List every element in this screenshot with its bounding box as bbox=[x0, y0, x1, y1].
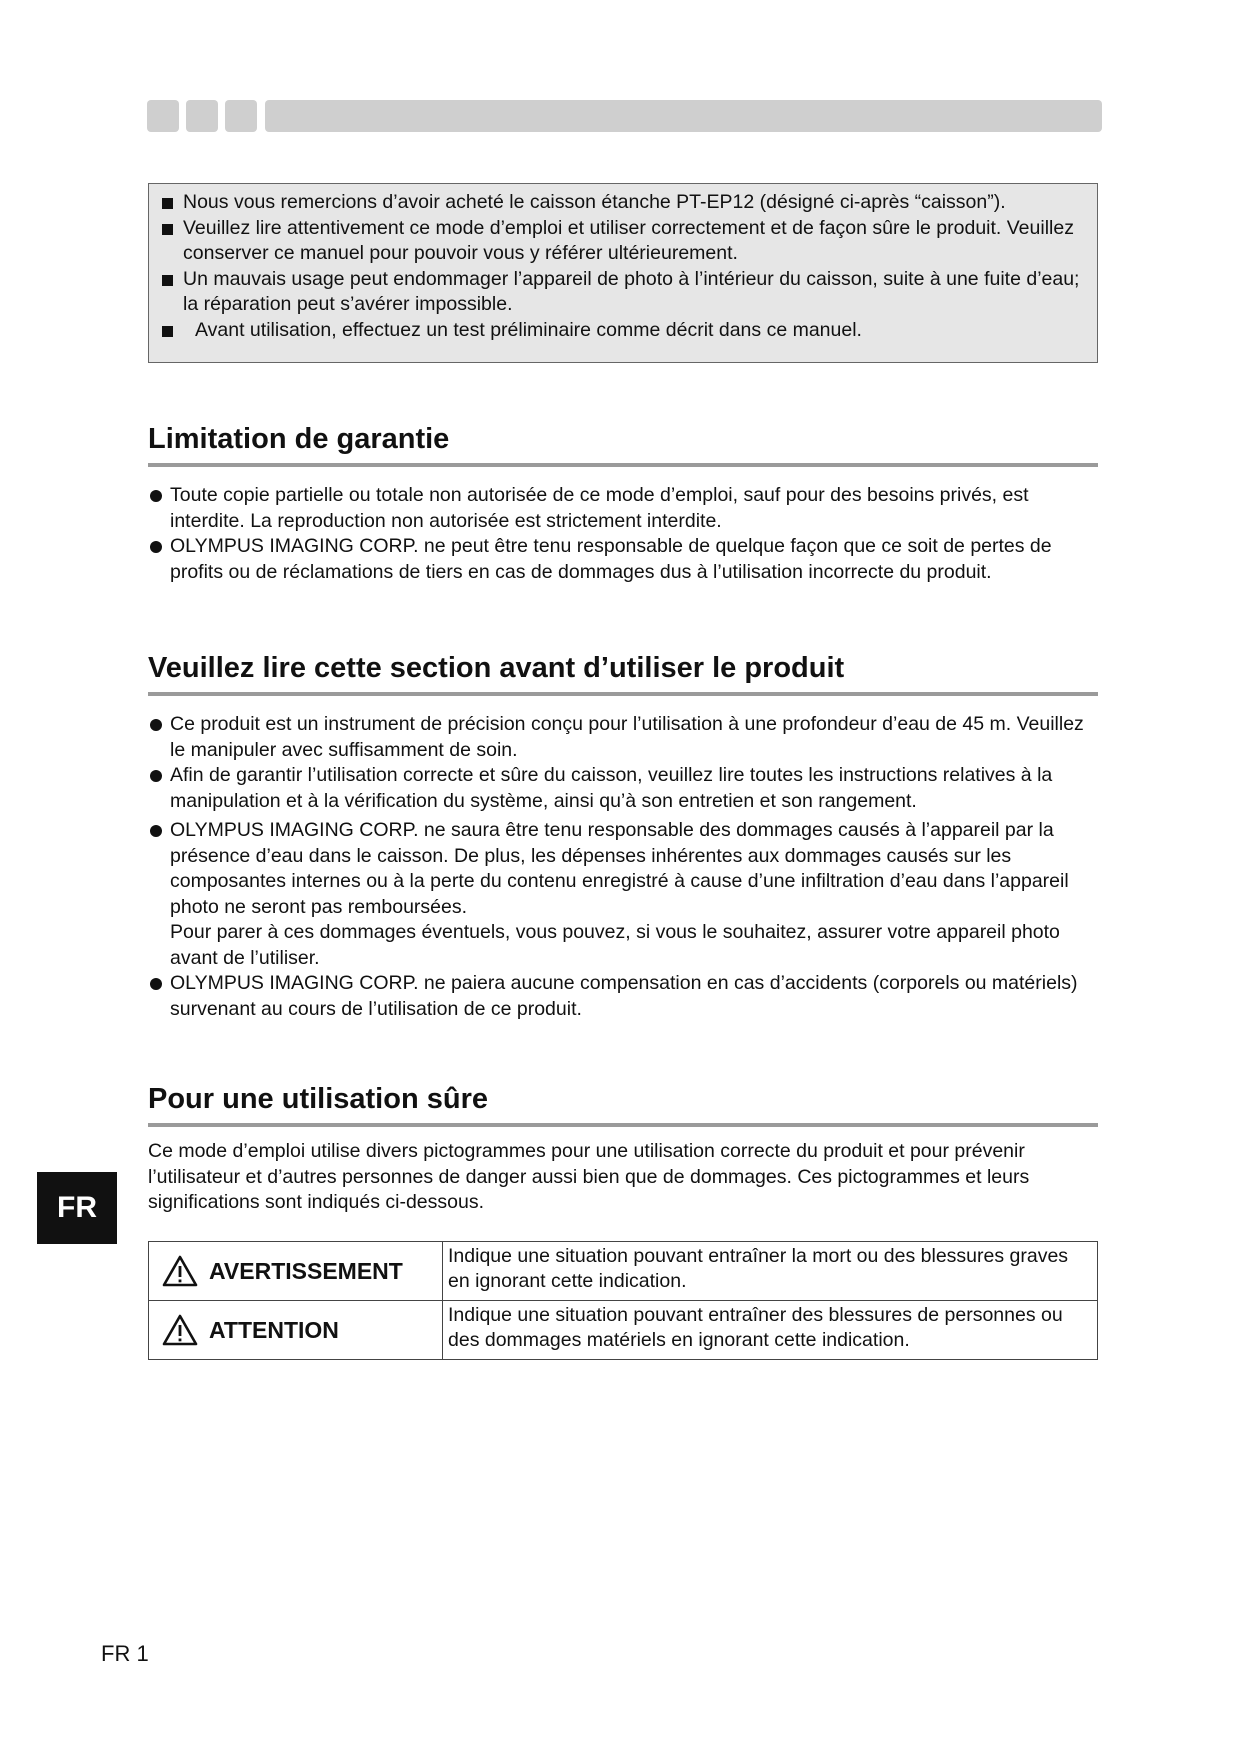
list-item: OLYMPUS IMAGING CORP. ne paiera aucune compensation en cas d’accidents (corporels ou matériels) survenant au cours de l’utilisation de ce produit. bbox=[148, 971, 1098, 1022]
list-item-continuation: Pour parer à ces dommages éventuels, vous pouvez, si vous le souhaitez, assurer votre appareil photo avant de l’utiliser. bbox=[170, 921, 1060, 969]
section-rule bbox=[148, 692, 1098, 696]
section-title-read-before: Veuillez lire cette section avant d’utiliser le produit bbox=[148, 652, 845, 684]
list-item: OLYMPUS IMAGING CORP. ne peut être tenu responsable de quelque façon que ce soit de pertes de profits ou de réclamations de tiers en cas de dommages dus à l’utilisation incorrecte du produit. bbox=[148, 534, 1098, 585]
table-row bbox=[149, 1242, 1098, 1301]
list-item: Toute copie partielle ou totale non autorisée de ce mode d’emploi, sauf pour des besoins privés, est interdite. La reproduction non autorisée est strictement interdite. bbox=[148, 483, 1098, 534]
section-rule bbox=[148, 1123, 1098, 1127]
warranty-list bbox=[148, 483, 1098, 585]
round-bullet-icon bbox=[150, 719, 162, 731]
list-item: Afin de garantir l’utilisation correcte et sûre du caisson, veuillez lire toutes les instructions relatives à la manipulation et à la vérification du système, ainsi qu’à son entretien et son rangement. bbox=[148, 763, 1098, 814]
symbol-label: ATTENTION bbox=[209, 1316, 339, 1343]
notice-item: Veuillez lire attentivement ce mode d’emploi et utiliser correctement et de façon sûre le produit. Veuillez conserver ce manuel pour pouvoir vous y référer ultérieurement. bbox=[161, 216, 1085, 267]
notice-item: Avant utilisation, effectuez un test préliminaire comme décrit dans ce manuel. bbox=[161, 318, 1085, 344]
round-bullet-icon bbox=[150, 770, 162, 782]
symbol-description: Indique une situation pouvant entraîner la mort ou des blessures graves en ignorant cette indication. bbox=[443, 1242, 1098, 1301]
header-block bbox=[186, 100, 218, 132]
header-block bbox=[147, 100, 179, 132]
symbols-table bbox=[148, 1241, 1098, 1360]
notice-item: Nous vous remercions d’avoir acheté le caisson étanche PT-EP12 (désigné ci-après “caisson”). bbox=[161, 190, 1085, 216]
round-bullet-icon bbox=[150, 490, 162, 502]
round-bullet-icon bbox=[150, 978, 162, 990]
symbol-label-cell bbox=[149, 1242, 443, 1301]
symbol-label-cell bbox=[149, 1301, 443, 1360]
square-bullet-icon bbox=[162, 326, 173, 337]
read-before-list bbox=[148, 712, 1098, 1022]
round-bullet-icon bbox=[150, 825, 162, 837]
round-bullet-icon bbox=[150, 541, 162, 553]
list-item: Ce produit est un instrument de précision conçu pour l’utilisation à une profondeur d’eau de 45 m. Veuillez le manipuler avec suffisamment de soin. bbox=[148, 712, 1098, 763]
section-title-warranty: Limitation de garantie bbox=[148, 423, 450, 455]
safe-use-intro: Ce mode d’emploi utilise divers pictogrammes pour une utilisation correcte du produit et pour prévenir l’utilisateur et d’autres personnes de danger aussi bien que de dommages. Ces pictogrammes et leurs significations sont indiqués ci-dessous. bbox=[148, 1140, 1030, 1213]
language-tab: FR bbox=[37, 1172, 117, 1244]
table-row bbox=[149, 1301, 1098, 1360]
warning-triangle-icon bbox=[161, 1254, 199, 1288]
section-title-safe-use: Pour une utilisation sûre bbox=[148, 1083, 488, 1115]
warning-triangle-icon bbox=[161, 1313, 199, 1347]
list-item: OLYMPUS IMAGING CORP. ne saura être tenu responsable des dommages causés à l’appareil par la présence d’eau dans le caisson. De plus, les dépenses inhérentes aux dommages causés sur les composantes internes ou à la perte du contenu enregistré à cause d’une infiltration d’eau dans l’appareil photo ne seront pas remboursées. Pour parer à ces dommages éventuels, vous pouvez, si vous le souhaitez, assurer votre appareil photo avant de l’utiliser. bbox=[148, 818, 1098, 971]
square-bullet-icon bbox=[162, 224, 173, 235]
square-bullet-icon bbox=[162, 198, 173, 209]
notice-item: Un mauvais usage peut endommager l’appareil de photo à l’intérieur du caisson, suite à une fuite d’eau; la réparation peut s’avérer impossible. bbox=[161, 267, 1085, 318]
header-block bbox=[225, 100, 257, 132]
square-bullet-icon bbox=[162, 275, 173, 286]
header-long-block bbox=[265, 100, 1102, 132]
section-rule bbox=[148, 463, 1098, 467]
symbol-label: AVERTISSEMENT bbox=[209, 1257, 403, 1284]
page-number: FR 1 bbox=[101, 1641, 149, 1666]
symbol-description: Indique une situation pouvant entraîner des blessures de personnes ou des dommages matériels en ignorant cette indication. bbox=[443, 1301, 1098, 1360]
notice-box bbox=[148, 183, 1098, 363]
